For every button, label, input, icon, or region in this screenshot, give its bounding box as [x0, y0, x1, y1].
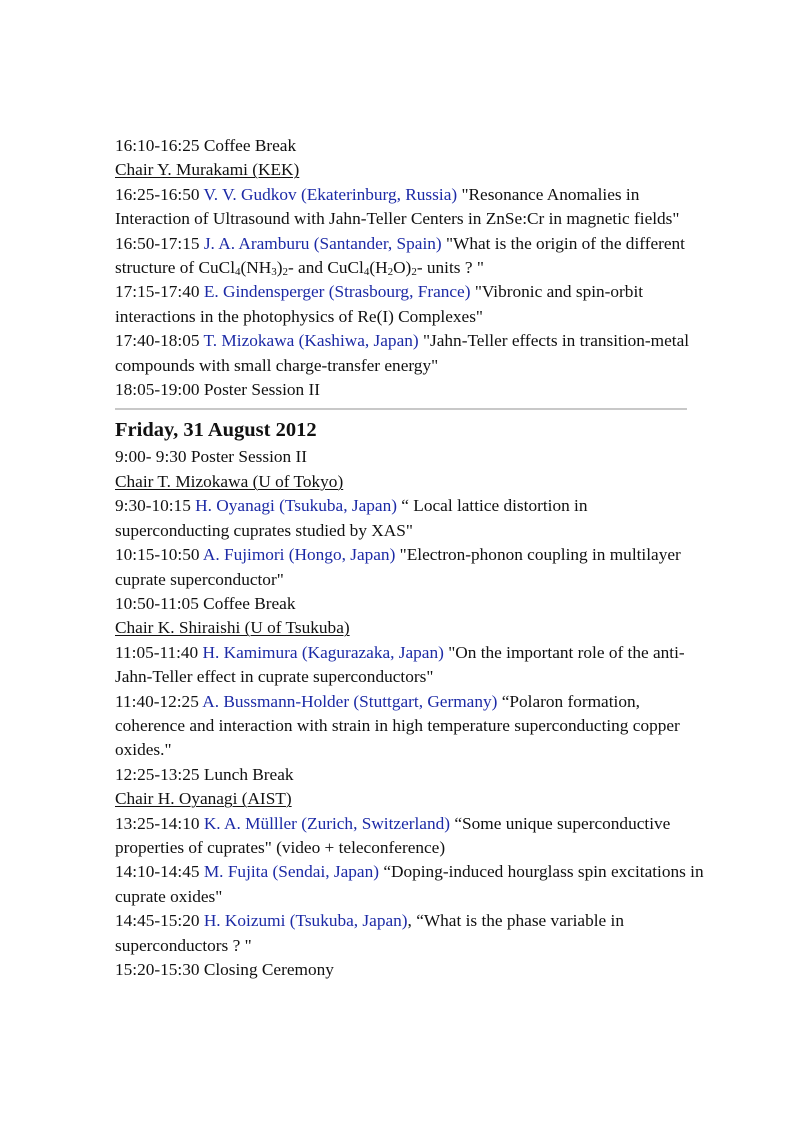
- talk-title: , “What is the phase variable in superconductors ? ": [115, 911, 624, 955]
- talk-entry: [115, 690, 705, 763]
- day-divider: [115, 408, 687, 410]
- entry-time: 9:00- 9:30: [115, 447, 187, 467]
- talk-entry: [115, 494, 705, 543]
- talk-title: "Electron-phonon coupling in multilayer cuprate superconductor": [115, 545, 681, 589]
- talk-entry: [115, 329, 705, 378]
- entry-time: 16:25-16:50: [115, 184, 200, 204]
- entry-time: 15:20-15:30: [115, 960, 200, 979]
- talk-entry: [115, 543, 705, 592]
- entry-time: 9:30-10:15: [115, 496, 191, 516]
- schedule-entry: [115, 445, 705, 469]
- speaker-link[interactable]: A. Fujimori (Hongo, Japan): [202, 545, 396, 565]
- talk-entry: [115, 641, 705, 690]
- entry-text: Closing Ceremony: [203, 960, 334, 979]
- talk-title: "On the important role of the anti-Jahn-Teller effect in cuprate superconductors": [115, 642, 685, 687]
- talk-entry: [115, 909, 705, 958]
- talk-title: “ Local lattice distortion in superconducting cuprates studied by XAS": [115, 496, 588, 540]
- speaker-link[interactable]: T. Mizokawa (Kashiwa, Japan): [203, 331, 419, 351]
- entry-time: 18:05-19:00: [115, 380, 200, 400]
- speaker-link[interactable]: J. A. Aramburu (Santander, Spain): [203, 233, 442, 253]
- speaker-link[interactable]: M. Fujita (Sendai, Japan): [203, 862, 379, 882]
- entry-time: 14:45-15:20: [115, 911, 200, 931]
- schedule-entry: [115, 763, 705, 787]
- entry-time: 16:10-16:25: [115, 136, 200, 155]
- entry-text: Coffee Break: [203, 593, 296, 613]
- talk-entry: [115, 183, 705, 232]
- entry-text: Poster Session II: [203, 380, 320, 400]
- entry-text: Coffee Break: [203, 136, 297, 155]
- speaker-link[interactable]: E. Gindensperger (Strasbourg, France): [203, 282, 471, 302]
- schedule-entry: [115, 958, 705, 982]
- entry-time: 17:40-18:05: [115, 331, 200, 351]
- speaker-link[interactable]: H. Kamimura (Kagurazaka, Japan): [202, 642, 444, 662]
- speaker-link[interactable]: V. V. Gudkov (Ekaterinburg, Russia): [203, 184, 458, 204]
- entry-time: 14:10-14:45: [115, 862, 200, 882]
- entry-text: Lunch Break: [203, 764, 294, 784]
- speaker-link[interactable]: A. Bussmann-Holder (Stuttgart, Germany): [202, 691, 498, 711]
- entry-time: 16:50-17:15: [115, 233, 200, 253]
- talk-entry: [115, 860, 705, 909]
- talk-title: "Vibronic and spin-orbit interactions in the photophysics of Re(I) Complexes": [115, 282, 644, 326]
- talk-entry: [115, 280, 705, 329]
- session-chair: Chair T. Mizokawa (U of Tokyo): [115, 471, 344, 491]
- talk-title: "Resonance Anomalies in Interaction of Ultrasound with Jahn-Teller Centers in ZnSe:Cr in magnetic fields": [115, 184, 680, 229]
- entry-time: 10:50-11:05: [115, 593, 199, 613]
- talk-entry: [115, 812, 705, 861]
- schedule-entry: [115, 592, 705, 616]
- session-chair: Chair K. Shiraishi (U of Tsukuba): [115, 618, 350, 638]
- talk-title: “Some unique superconductive properties of cuprates" (video + teleconference): [115, 813, 671, 857]
- entry-time: 17:15-17:40: [115, 282, 200, 302]
- entry-time: 10:15-10:50: [115, 545, 200, 565]
- session-chair: Chair H. Oyanagi (AIST): [115, 789, 292, 809]
- talk-entry: [115, 232, 705, 281]
- program-schedule: [115, 134, 705, 982]
- entry-time: 12:25-13:25: [115, 764, 200, 784]
- speaker-link[interactable]: H. Oyanagi (Tsukuba, Japan): [195, 496, 397, 516]
- talk-title: “Doping-induced hourglass spin excitations in cuprate oxides": [115, 862, 704, 906]
- speaker-link[interactable]: K. A. Mülller (Zurich, Switzerland): [203, 813, 451, 833]
- talk-title: “Polaron formation, coherence and interaction with strain in high temperature superconducting copper oxides.": [115, 691, 680, 760]
- entry-time: 13:25-14:10: [115, 813, 200, 833]
- schedule-entry: [115, 378, 705, 402]
- talk-title: "Jahn-Teller effects in transition-metal compounds with small charge-transfer energy": [115, 331, 690, 375]
- day-heading: Friday, 31 August 2012: [115, 419, 317, 442]
- speaker-link[interactable]: H. Koizumi (Tsukuba, Japan): [203, 911, 408, 931]
- entry-text: Poster Session II: [190, 447, 308, 467]
- entry-time: 11:05-11:40: [115, 642, 199, 662]
- talk-title: "What is the origin of the different structure of $CuCl_4(NH_3)_2-$ and $CuCl_4(H_2O)_2-$ units ? ": [115, 233, 685, 279]
- entry-time: 11:40-12:25: [115, 691, 199, 711]
- schedule-entry: [115, 134, 705, 158]
- session-chair: Chair Y. Murakami (KEK): [115, 160, 300, 180]
